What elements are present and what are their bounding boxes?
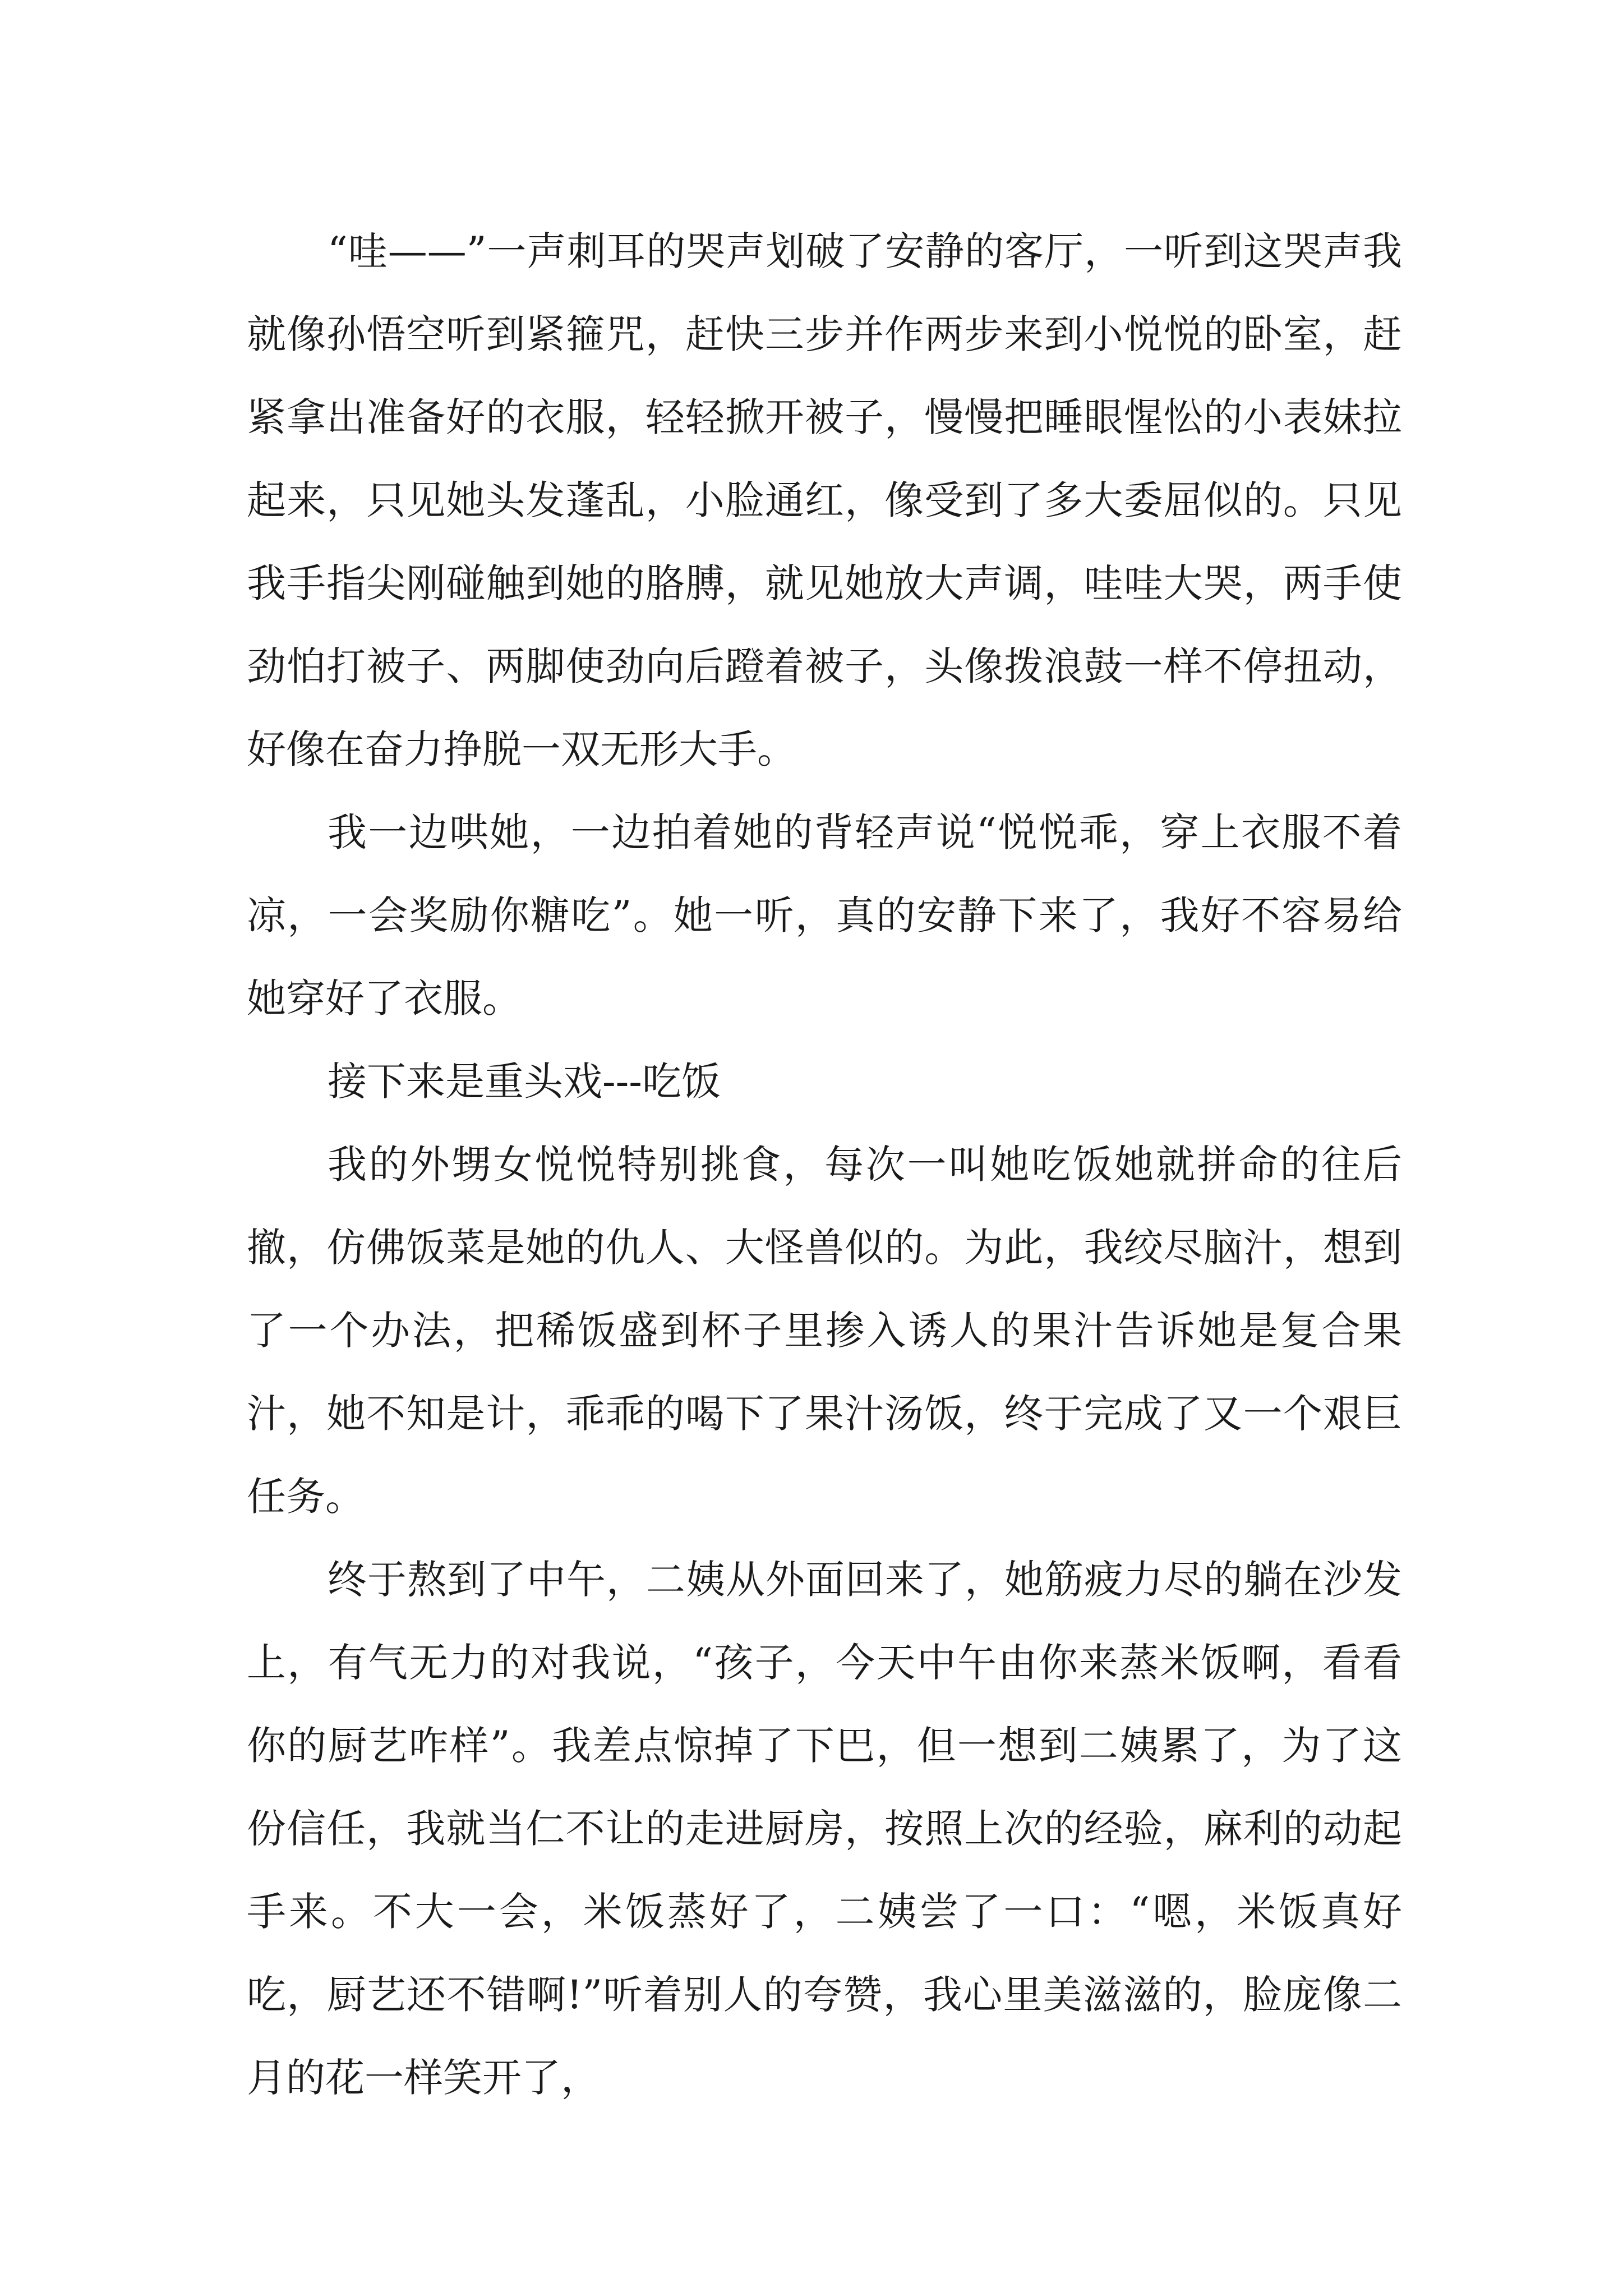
paragraph: 终于熬到了中午，二姨从外面回来了，她筋疲力尽的躺在沙发上，有气无力的对我说，“孩子，今天中午由你来蒸米饭啊，看看你的厨艺咋样”。我差点惊掉了下巴，但一想到二姨累了，为了这份信任，我就当仁不让的走进厨房，按照上次的经验，麻利的动起手来。不大一会，米饭蒸好了，二姨尝了一口：“嗯，米饭真好吃，厨艺还不错啊!”听着别人的夸赞，我心里美滋滋的，脸庞像二月的花一样笑开了， xyxy=(247,1557,1402,2101)
document-body xyxy=(247,210,1402,2119)
paragraph: 我的外甥女悦悦特别挑食，每次一叫她吃饭她就拼命的往后撤，仿佛饭菜是她的仇人、大怪兽似的。为此，我绞尽脑汁，想到了一个办法，把稀饭盛到杯子里掺入诱人的果汁告诉她是复合果汁，她不知是计，乖乖的喝下了果汁汤饭，终于完成了又一个艰巨任务。 xyxy=(247,1142,1402,1520)
paragraph: 接下来是重头戏---吃饭 xyxy=(328,1059,721,1105)
paragraph: “哇——”一声刺耳的哭声划破了安静的客厅，一听到这哭声我就像孙悟空听到紧箍咒，赶快三步并作两步来到小悦悦的卧室，赶紧拿出准备好的衣服，轻轻掀开被子，慢慢把睡眼惺忪的小表妹拉起来，只见她头发蓬乱，小脸通红，像受到了多大委屈似的。只见我手指尖刚碰触到她的胳膊，就见她放大声调，哇哇大哭，两手使劲怕打被子、两脚使劲向后蹬着被子，头像拨浪鼓一样不停扭动，好像在奋力挣脱一双无形大手。 xyxy=(247,228,1402,772)
paragraph: 我一边哄她，一边拍着她的背轻声说“悦悦乖，穿上衣服不着凉，一会奖励你糖吃”。她一听，真的安静下来了，我好不容易给她穿好了衣服。 xyxy=(247,809,1402,1022)
